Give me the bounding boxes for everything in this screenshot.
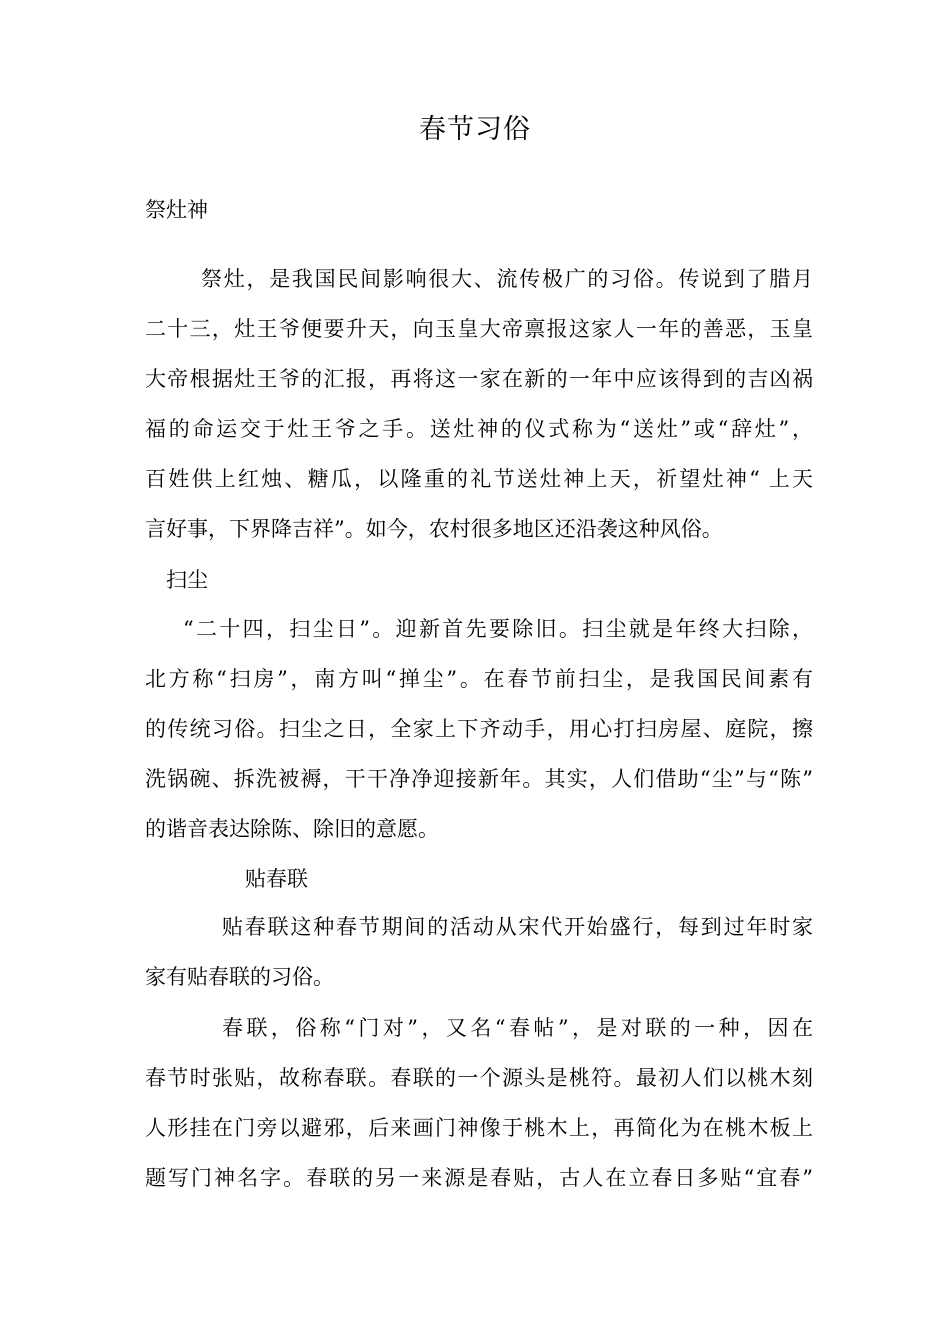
paragraph-line: 百姓供上红烛、糖瓜，以隆重的礼节送灶神上天，祈望灶神“ 上天 [145, 467, 813, 491]
paragraph-line: 的谐音表达除陈、除旧的意愿。 [145, 817, 439, 841]
paragraph-line: 人形挂在门旁以避邪，后来画门神像于桃木上，再简化为在桃木板上 [145, 1116, 813, 1140]
paragraph-line: “二十四，扫尘日”。迎新首先要除旧。扫尘就是年终大扫除， [183, 617, 813, 641]
paragraph-line: 北方称“扫房”，南方叫“掸尘”。在春节前扫尘，是我国民间素有 [145, 667, 813, 691]
paragraph-line: 家有贴春联的习俗。 [145, 965, 334, 989]
section-heading-tiechunlian: 贴春联 [245, 867, 308, 891]
paragraph-line: 的传统习俗。扫尘之日，全家上下齐动手，用心打扫房屋、庭院，擦 [145, 717, 813, 741]
paragraph-line: 祭灶，是我国民间影响很大、流传极广的习俗。传说到了腊月 [201, 267, 813, 291]
paragraph-line: 春节时张贴，故称春联。春联的一个源头是桃符。最初人们以桃木刻 [145, 1066, 813, 1090]
paragraph-tiechunlian-2 [145, 1003, 813, 1203]
paragraph-line: 二十三，灶王爷便要升天，向玉皇大帝禀报这家人一年的善恶，玉皇 [145, 317, 813, 341]
section-heading-jizaoshen: 祭灶神 [145, 198, 208, 222]
paragraph-saochen [145, 604, 813, 854]
paragraph-line: 春联，俗称“门对”，又名“春帖”，是对联的一种，因在 [222, 1016, 813, 1040]
paragraph-tiechunlian-1 [145, 902, 813, 1002]
paragraph-line: 言好事，下界降吉祥”。如今，农村很多地区还沿袭这种风俗。 [145, 517, 723, 541]
paragraph-line: 福的命运交于灶王爷之手。送灶神的仪式称为“送灶”或“辞灶”， [145, 417, 813, 441]
section-heading-saochen: 扫尘 [166, 568, 208, 592]
paragraph-line: 题写门神名字。春联的另一来源是春贴，古人在立春日多贴“宜春” [145, 1166, 813, 1190]
paragraph-line: 贴春联这种春节期间的活动从宋代开始盛行，每到过年时家 [222, 915, 813, 939]
paragraph-line: 洗锅碗、拆洗被褥，干干净净迎接新年。其实，人们借助“尘”与“陈” [145, 767, 813, 791]
paragraph-jizaoshen [145, 254, 813, 554]
document-title: 春节习俗 [419, 114, 531, 145]
paragraph-line: 大帝根据灶王爷的汇报，再将这一家在新的一年中应该得到的吉凶祸 [145, 367, 813, 391]
